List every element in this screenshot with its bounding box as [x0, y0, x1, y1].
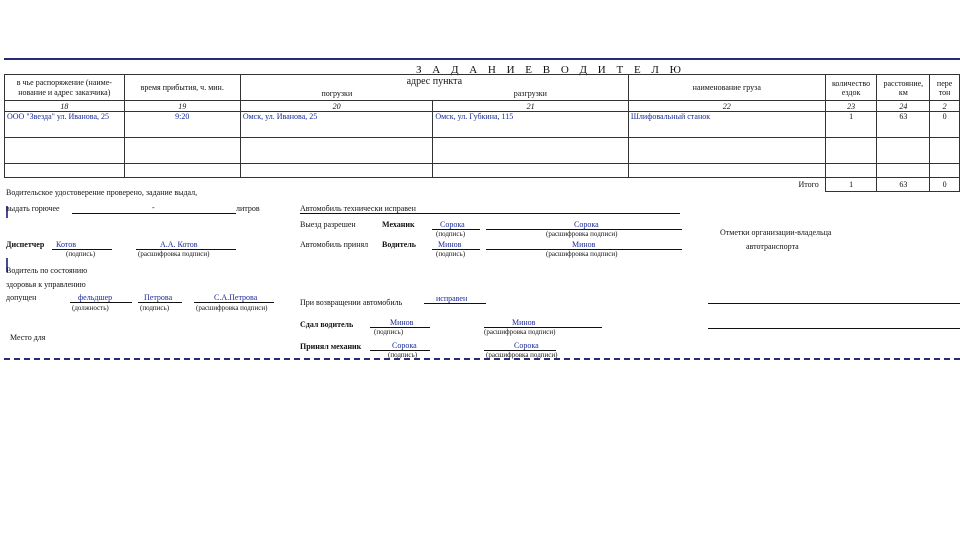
handed-name[interactable]: Минов — [512, 318, 536, 327]
total-extra: 0 — [930, 178, 960, 192]
empty-cell[interactable] — [433, 138, 629, 164]
mechanic-name[interactable]: Сорока — [574, 220, 599, 229]
dispatcher-label: Диспетчер — [6, 240, 45, 249]
empty-cell[interactable] — [825, 164, 877, 178]
signature-caption: (подпись) — [140, 304, 170, 312]
medic-name-line — [194, 302, 274, 303]
signature-decode-caption: (расшифровка подписи) — [546, 230, 618, 238]
total-trips: 1 — [825, 178, 877, 192]
cell-time[interactable]: 9:20 — [124, 112, 240, 138]
fuel-dash: - — [152, 203, 155, 212]
sheet-top-border — [4, 58, 960, 60]
empty-cell[interactable] — [930, 138, 960, 164]
col-address-header — [240, 75, 628, 101]
cell-customer[interactable]: ООО "Звезда" ул. Иванова, 25 — [5, 112, 125, 138]
return-state[interactable]: исправен — [436, 294, 468, 303]
signature-caption: (подпись) — [436, 250, 466, 258]
accepted-mech-label: Принял механик — [300, 342, 362, 351]
signature-decode-caption: (расшифровка подписи) — [486, 351, 558, 359]
mechanic-signature[interactable]: Сорока — [440, 220, 465, 229]
signature-decode-caption: (расшифровка подписи) — [484, 328, 556, 336]
cell-km[interactable]: 63 — [877, 112, 930, 138]
mechanic-label: Механик — [382, 220, 415, 229]
health-text-2: здоровья к управлению — [6, 280, 86, 289]
driver-signature[interactable]: Минов — [438, 240, 462, 249]
position-caption: (должность) — [72, 304, 109, 312]
empty-cell[interactable] — [240, 164, 432, 178]
total-km: 63 — [877, 178, 930, 192]
tech-ok-text: Автомобиль технически исправен — [300, 204, 416, 213]
medic-name[interactable]: С.А.Петрова — [214, 293, 258, 302]
unloading-header: разгрузки — [513, 89, 547, 98]
fuel-amount-field[interactable] — [72, 213, 236, 214]
car-accepted-label: Автомобиль принял — [300, 240, 369, 249]
empty-cell[interactable] — [5, 138, 125, 164]
waybill-sheet — [4, 58, 960, 360]
accepted-mech-signature[interactable]: Сорока — [392, 341, 417, 350]
loading-header: погрузки — [321, 89, 353, 98]
empty-cell[interactable] — [124, 164, 240, 178]
on-return-label: При возвращении автомобиль — [300, 298, 403, 307]
empty-cell[interactable] — [433, 164, 629, 178]
signature-caption: (подпись) — [374, 328, 404, 336]
col-extra-header: пере тон — [930, 75, 960, 101]
task-table — [4, 74, 960, 192]
col-cargo-header: наименование груза — [628, 75, 825, 101]
empty-cell[interactable] — [930, 164, 960, 178]
medic-signature[interactable]: Петрова — [144, 293, 173, 302]
cell-loading[interactable]: Омск, ул. Иванова, 25 — [240, 112, 432, 138]
tech-ok-line — [300, 213, 680, 214]
address-group-label: адрес пункта — [406, 76, 463, 87]
cell-cargo[interactable]: Шлифовальный станок — [628, 112, 825, 138]
liters-label: литров — [236, 204, 260, 213]
certs-checked-text: Водительское удостоверение проверено, задание выдал, — [6, 188, 198, 197]
table-row — [5, 138, 960, 164]
driver-label: Водитель — [382, 240, 416, 249]
medic-position[interactable]: фельдшер — [78, 293, 113, 302]
signature-caption: (подпись) — [66, 250, 96, 258]
owner-marks-text-1: Отметки организации-владельца — [720, 228, 832, 237]
empty-cell[interactable] — [825, 138, 877, 164]
driver-name[interactable]: Минов — [572, 240, 596, 249]
col-order-header: в чье распоряжение (наиме- нование и адрес заказчика) — [5, 75, 125, 101]
empty-cell[interactable] — [5, 164, 125, 178]
issue-fuel-label: выдать горючее — [6, 204, 60, 213]
medic-signature-line — [138, 302, 182, 303]
column-number-row: 18 19 20 21 22 23 24 2 — [5, 101, 960, 112]
signature-decode-caption: (расшифровка подписи) — [546, 250, 618, 258]
table-row — [5, 112, 960, 138]
col-km-header: расстояние, км — [877, 75, 930, 101]
header-row — [5, 75, 960, 101]
owner-marks-text-2: автотранспорта — [746, 242, 799, 251]
signature-caption: (подпись) — [388, 351, 418, 359]
col-arrival-header: время прибытия, ч. мин. — [124, 75, 240, 101]
admitted-label: допущен — [6, 293, 37, 302]
form-title: З А Д А Н И Е В О Д И Т Е Л Ю — [416, 64, 685, 76]
empty-cell[interactable] — [877, 164, 930, 178]
handed-signature[interactable]: Минов — [390, 318, 414, 327]
handed-label: Сдал водитель — [300, 320, 354, 329]
dispatcher-signature[interactable]: Котов — [56, 240, 76, 249]
signature-decode-caption: (расшифровка подписи) — [196, 304, 268, 312]
empty-cell[interactable] — [628, 164, 825, 178]
signature-decode-caption: (расшифровка подписи) — [138, 250, 210, 258]
sheet-bottom-border — [4, 358, 960, 360]
cell-trips[interactable]: 1 — [825, 112, 877, 138]
dispatcher-name[interactable]: А.А. Котов — [160, 240, 198, 249]
return-state-line — [424, 303, 486, 304]
medic-position-line — [70, 302, 132, 303]
owner-marks-line[interactable] — [708, 303, 960, 304]
empty-cell[interactable] — [628, 138, 825, 164]
cell-extra[interactable]: 0 — [930, 112, 960, 138]
empty-cell[interactable] — [877, 138, 930, 164]
signature-caption: (подпись) — [436, 230, 466, 238]
accepted-mech-name[interactable]: Сорока — [514, 341, 539, 350]
exit-allowed-label: Выезд разрешен — [300, 220, 356, 229]
cell-unloading[interactable]: Омск, ул. Губкина, 115 — [433, 112, 629, 138]
owner-marks-line[interactable] — [708, 328, 960, 329]
health-text-1: Водитель по состоянию — [6, 266, 88, 275]
stamp-place-label: Место для — [10, 333, 46, 342]
total-label: Итого — [5, 178, 826, 192]
table-row — [5, 164, 960, 178]
empty-cell[interactable] — [124, 138, 240, 164]
empty-cell[interactable] — [240, 138, 432, 164]
col-trips-header: количество ездок — [825, 75, 877, 101]
